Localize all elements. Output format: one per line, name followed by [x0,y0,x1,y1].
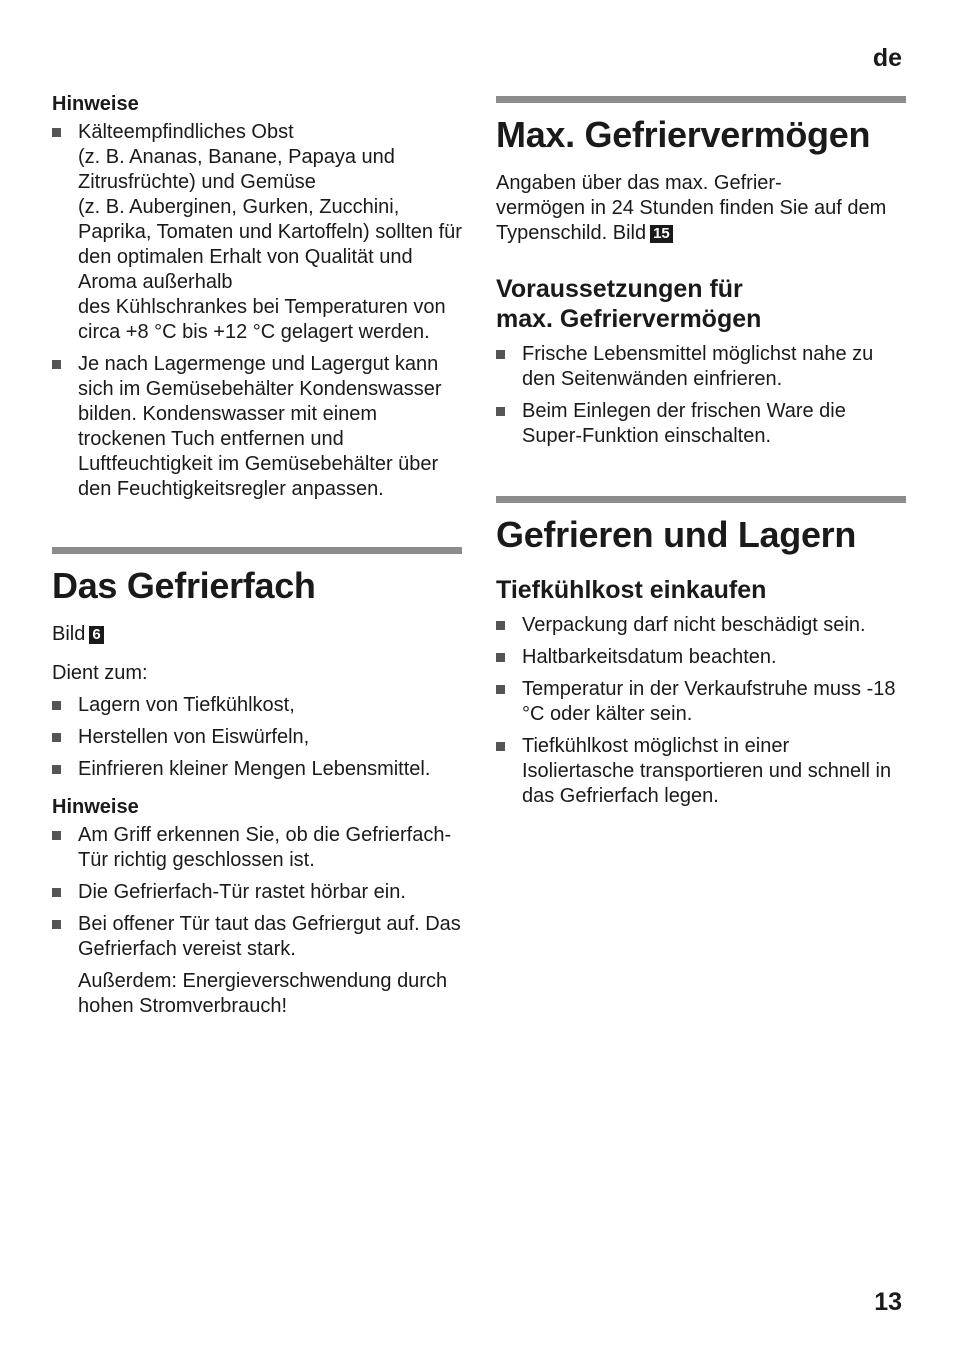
list-item: Bei offener Tür taut das Gefriergut auf. Das Gefrierfach vereist stark. [52,912,462,962]
section-title: Gefrieren und Lagern [496,514,857,555]
notes-list [52,823,462,962]
usage-list [52,693,462,782]
section-divider [496,96,906,103]
page-number: 13 [874,1288,902,1316]
intro-text: Dient zum: [52,662,148,684]
right-column [496,96,906,816]
bullet-square-icon [52,920,61,929]
language-code: de [872,44,902,72]
list-item: Verpackung darf nicht beschädigt sein. [496,613,906,638]
subsection-title: Voraussetzungen für max. Gefriervermögen [496,275,762,333]
section-divider [52,547,462,554]
bullet-square-icon [52,360,61,369]
notes-heading: Hinweise [52,796,139,818]
section-divider [496,496,906,503]
bullet-square-icon [496,742,505,751]
list-item: Temperatur in der Verkaufstruhe muss -18 °C oder kälter sein. [496,677,906,727]
list-item: Haltbarkeitsdatum beachten. [496,645,906,670]
list-item: Lagern von Tiefkühlkost, [52,693,462,718]
bullet-square-icon [52,765,61,774]
figure-reference: Bild 6 [52,622,462,647]
list-item: Herstellen von Eiswürfeln, [52,725,462,750]
list-item: Am Griff erkennen Sie, ob die Gefrierfach-Tür richtig geschlossen ist. [52,823,462,873]
requirements-list [496,342,906,449]
list-item: Kälteempfindliches Obst (z. B. Ananas, Banane, Papaya und Zitrusfrüchte) und Gemüse (z. B. Auberginen, Gurken, Zucchini, Paprika, Tomaten und Kartoffeln) sollten für den optimalen Erhalt von Qualität und Aroma außerhalb des Kühlschrankes bei Temperaturen von circa +8 °C bis +12 °C gelagert werden. [52,120,462,345]
bullet-square-icon [496,350,505,359]
bullet-square-icon [496,407,505,416]
bullet-square-icon [52,831,61,840]
left-column [52,92,462,1019]
notes-heading: Hinweise [52,93,139,115]
figure-number-badge: 15 [650,225,673,243]
subsection-title: Tiefkühlkost einkaufen [496,576,767,604]
figure-number-badge: 6 [89,626,103,644]
list-item: Beim Einlegen der frischen Ware die Super-Funktion einschalten. [496,399,906,449]
list-item: Tiefkühlkost möglichst in einer Isoliertasche transportieren und schnell in das Gefrierfach legen. [496,734,906,809]
list-item: Einfrieren kleiner Mengen Lebensmittel. [52,757,462,782]
bullet-square-icon [52,888,61,897]
section-title: Das Gefrierfach [52,565,316,606]
bullet-square-icon [496,685,505,694]
notes-list [52,120,462,502]
list-item: Die Gefrierfach-Tür rastet hörbar ein. [52,880,462,905]
bullet-square-icon [496,621,505,630]
bullet-square-icon [496,653,505,662]
shopping-list [496,613,906,809]
bullet-square-icon [52,701,61,710]
list-item: Frische Lebensmittel möglichst nahe zu den Seitenwänden einfrieren. [496,342,906,392]
body-text: Angaben über das max. Gefrier- vermögen in 24 Stunden finden Sie auf dem Typenschild. Bild 15 [496,172,887,244]
bullet-square-icon [52,128,61,137]
bullet-square-icon [52,733,61,742]
list-item: Je nach Lagermenge und Lagergut kann sich im Gemüsebehälter Kondenswasser bilden. Kondenswasser mit einem trockenen Tuch entfernen und Luftfeuchtigkeit im Gemüsebehälter über den Feuchtigkeitsregler anpassen. [52,352,462,502]
section-title: Max. Gefriervermögen [496,114,871,155]
note-extra-text: Außerdem: Energieverschwendung durch hohen Stromverbrauch! [78,970,448,1017]
